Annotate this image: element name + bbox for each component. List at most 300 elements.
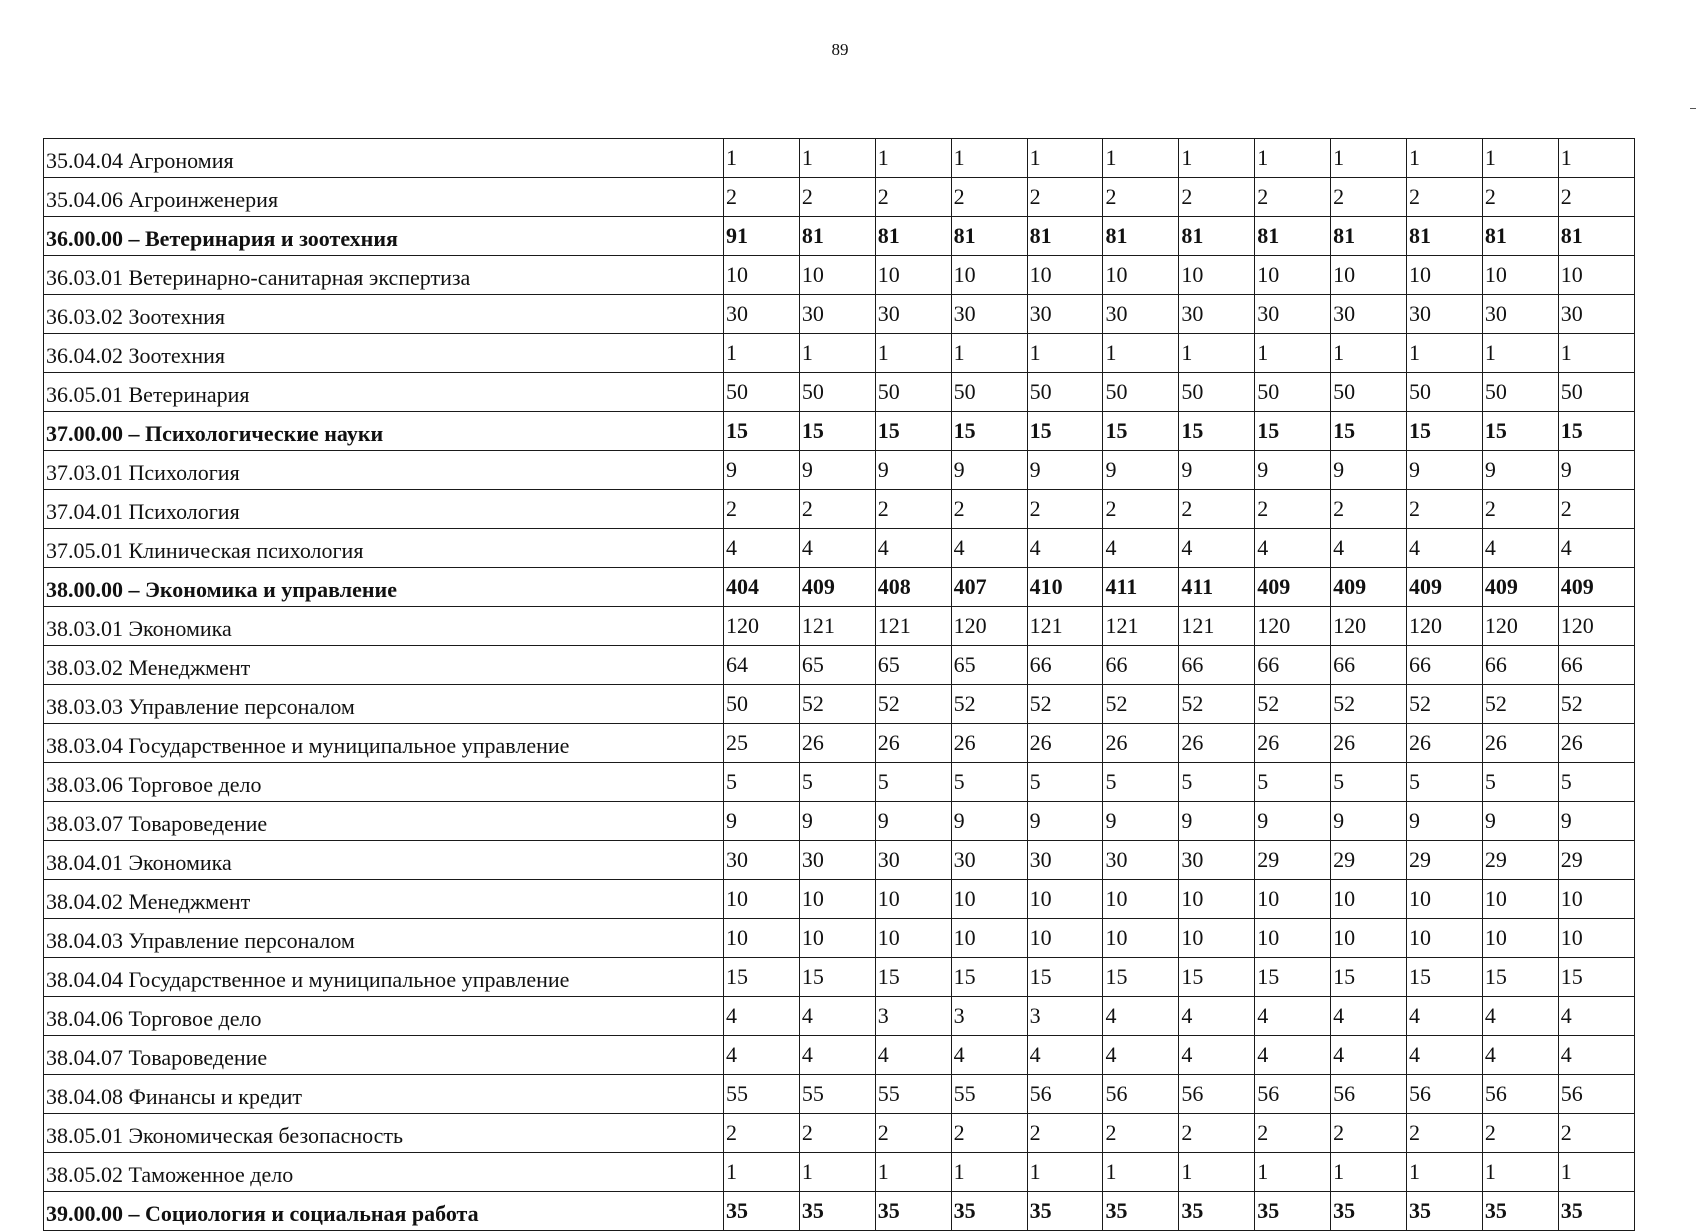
value-cell: 1	[1482, 139, 1558, 178]
table-group-row	[44, 217, 1635, 256]
value-cell: 1	[1255, 139, 1331, 178]
value-cell: 35	[1027, 1192, 1103, 1231]
value-cell: 1	[799, 334, 875, 373]
value-cell: 4	[1179, 997, 1255, 1036]
value-cell: 409	[799, 568, 875, 607]
row-name-cell: 38.03.02 Менеджмент	[44, 646, 724, 685]
value-cell: 26	[1558, 724, 1634, 763]
table-row	[44, 295, 1635, 334]
table-body	[44, 139, 1635, 1231]
value-cell: 5	[1407, 763, 1483, 802]
table-row	[44, 607, 1635, 646]
row-name-cell: 38.05.01 Экономическая безопасность	[44, 1114, 724, 1153]
value-cell: 4	[1179, 529, 1255, 568]
value-cell: 15	[1558, 412, 1634, 451]
value-cell: 1	[1482, 1153, 1558, 1192]
row-name-cell: 38.03.06 Торговое дело	[44, 763, 724, 802]
value-cell: 26	[799, 724, 875, 763]
value-cell: 15	[1407, 412, 1483, 451]
value-cell: 50	[1103, 373, 1179, 412]
value-cell: 15	[1103, 958, 1179, 997]
value-cell: 30	[1179, 295, 1255, 334]
value-cell: 50	[724, 685, 800, 724]
row-name-cell: 38.00.00 – Экономика и управление	[44, 568, 724, 607]
value-cell: 2	[1103, 178, 1179, 217]
value-cell: 1	[724, 334, 800, 373]
value-cell: 35	[1103, 1192, 1179, 1231]
value-cell: 66	[1407, 646, 1483, 685]
table-row	[44, 685, 1635, 724]
row-name-cell: 38.03.03 Управление персоналом	[44, 685, 724, 724]
value-cell: 56	[1331, 1075, 1407, 1114]
value-cell: 35	[875, 1192, 951, 1231]
value-cell: 25	[724, 724, 800, 763]
value-cell: 29	[1331, 841, 1407, 880]
value-cell: 35	[1179, 1192, 1255, 1231]
value-cell: 26	[951, 724, 1027, 763]
value-cell: 30	[1558, 295, 1634, 334]
value-cell: 65	[951, 646, 1027, 685]
value-cell: 10	[951, 880, 1027, 919]
value-cell: 56	[1558, 1075, 1634, 1114]
value-cell: 30	[1407, 295, 1483, 334]
value-cell: 56	[1482, 1075, 1558, 1114]
value-cell: 10	[951, 919, 1027, 958]
value-cell: 26	[1255, 724, 1331, 763]
value-cell: 15	[875, 412, 951, 451]
row-name-cell: 38.04.07 Товароведение	[44, 1036, 724, 1075]
value-cell: 10	[1482, 919, 1558, 958]
value-cell: 9	[1558, 802, 1634, 841]
value-cell: 4	[951, 529, 1027, 568]
value-cell: 2	[1482, 1114, 1558, 1153]
value-cell: 1	[1558, 334, 1634, 373]
value-cell: 410	[1027, 568, 1103, 607]
row-name-cell: 37.04.01 Психология	[44, 490, 724, 529]
value-cell: 5	[951, 763, 1027, 802]
value-cell: 15	[799, 412, 875, 451]
table-row	[44, 841, 1635, 880]
value-cell: 15	[1331, 958, 1407, 997]
value-cell: 409	[1558, 568, 1634, 607]
value-cell: 409	[1331, 568, 1407, 607]
value-cell: 66	[1482, 646, 1558, 685]
value-cell: 407	[951, 568, 1027, 607]
value-cell: 26	[1331, 724, 1407, 763]
value-cell: 2	[1558, 490, 1634, 529]
table-row	[44, 646, 1635, 685]
value-cell: 15	[1179, 412, 1255, 451]
value-cell: 120	[1255, 607, 1331, 646]
row-name-cell: 37.00.00 – Психологические науки	[44, 412, 724, 451]
value-cell: 5	[1482, 763, 1558, 802]
value-cell: 30	[951, 295, 1027, 334]
table-row	[44, 919, 1635, 958]
value-cell: 1	[1407, 334, 1483, 373]
value-cell: 5	[1103, 763, 1179, 802]
value-cell: 30	[1482, 295, 1558, 334]
value-cell: 120	[1407, 607, 1483, 646]
value-cell: 2	[1558, 178, 1634, 217]
value-cell: 5	[1179, 763, 1255, 802]
value-cell: 10	[1331, 880, 1407, 919]
value-cell: 81	[1558, 217, 1634, 256]
value-cell: 9	[1331, 802, 1407, 841]
value-cell: 81	[1331, 217, 1407, 256]
value-cell: 10	[1407, 880, 1483, 919]
value-cell: 50	[1027, 373, 1103, 412]
value-cell: 2	[724, 490, 800, 529]
value-cell: 81	[951, 217, 1027, 256]
value-cell: 10	[875, 919, 951, 958]
value-cell: 52	[1407, 685, 1483, 724]
value-cell: 1	[1482, 334, 1558, 373]
value-cell: 10	[1558, 919, 1634, 958]
value-cell: 50	[875, 373, 951, 412]
value-cell: 30	[799, 841, 875, 880]
value-cell: 1	[1103, 139, 1179, 178]
value-cell: 26	[1179, 724, 1255, 763]
value-cell: 4	[1255, 1036, 1331, 1075]
value-cell: 10	[1255, 880, 1331, 919]
table-row	[44, 997, 1635, 1036]
value-cell: 4	[1407, 1036, 1483, 1075]
value-cell: 2	[1179, 1114, 1255, 1153]
value-cell: 2	[1255, 490, 1331, 529]
value-cell: 1	[1179, 334, 1255, 373]
value-cell: 50	[799, 373, 875, 412]
value-cell: 50	[1255, 373, 1331, 412]
value-cell: 56	[1255, 1075, 1331, 1114]
value-cell: 1	[1331, 1153, 1407, 1192]
value-cell: 10	[1179, 880, 1255, 919]
value-cell: 9	[1255, 802, 1331, 841]
row-name-cell: 37.05.01 Клиническая психология	[44, 529, 724, 568]
value-cell: 30	[875, 841, 951, 880]
value-cell: 4	[1482, 529, 1558, 568]
edge-mark	[1690, 108, 1696, 109]
value-cell: 15	[951, 412, 1027, 451]
value-cell: 1	[1027, 1153, 1103, 1192]
value-cell: 404	[724, 568, 800, 607]
value-cell: 10	[1027, 256, 1103, 295]
value-cell: 81	[875, 217, 951, 256]
table-row	[44, 529, 1635, 568]
value-cell: 65	[875, 646, 951, 685]
value-cell: 1	[1103, 1153, 1179, 1192]
value-cell: 30	[875, 295, 951, 334]
value-cell: 9	[1331, 451, 1407, 490]
value-cell: 10	[1255, 919, 1331, 958]
value-cell: 9	[724, 451, 800, 490]
value-cell: 26	[1027, 724, 1103, 763]
value-cell: 1	[1179, 1153, 1255, 1192]
value-cell: 2	[1482, 490, 1558, 529]
value-cell: 4	[1407, 997, 1483, 1036]
value-cell: 2	[951, 490, 1027, 529]
value-cell: 3	[951, 997, 1027, 1036]
row-name-cell: 38.03.01 Экономика	[44, 607, 724, 646]
value-cell: 52	[1179, 685, 1255, 724]
value-cell: 10	[724, 919, 800, 958]
value-cell: 121	[799, 607, 875, 646]
value-cell: 4	[1482, 1036, 1558, 1075]
value-cell: 81	[1027, 217, 1103, 256]
table-row	[44, 256, 1635, 295]
value-cell: 4	[1179, 1036, 1255, 1075]
value-cell: 409	[1482, 568, 1558, 607]
value-cell: 4	[799, 529, 875, 568]
value-cell: 5	[1255, 763, 1331, 802]
value-cell: 4	[1558, 1036, 1634, 1075]
value-cell: 1	[1255, 1153, 1331, 1192]
value-cell: 15	[1482, 412, 1558, 451]
value-cell: 35	[724, 1192, 800, 1231]
value-cell: 9	[1103, 451, 1179, 490]
value-cell: 4	[724, 1036, 800, 1075]
value-cell: 10	[724, 880, 800, 919]
value-cell: 56	[1103, 1075, 1179, 1114]
value-cell: 2	[951, 1114, 1027, 1153]
value-cell: 9	[875, 802, 951, 841]
value-cell: 4	[799, 997, 875, 1036]
value-cell: 81	[1179, 217, 1255, 256]
value-cell: 1	[724, 139, 800, 178]
value-cell: 4	[724, 997, 800, 1036]
page-number: 89	[831, 40, 849, 59]
value-cell: 35	[1558, 1192, 1634, 1231]
row-name-cell: 36.05.01 Ветеринария	[44, 373, 724, 412]
value-cell: 10	[1179, 256, 1255, 295]
value-cell: 50	[1482, 373, 1558, 412]
table-row	[44, 802, 1635, 841]
value-cell: 30	[1331, 295, 1407, 334]
value-cell: 9	[1407, 802, 1483, 841]
value-cell: 4	[1255, 997, 1331, 1036]
value-cell: 1	[1103, 334, 1179, 373]
row-name-cell: 35.04.04 Агрономия	[44, 139, 724, 178]
value-cell: 15	[1331, 412, 1407, 451]
value-cell: 2	[1255, 1114, 1331, 1153]
table-row	[44, 334, 1635, 373]
value-cell: 9	[1255, 451, 1331, 490]
value-cell: 9	[875, 451, 951, 490]
value-cell: 2	[875, 490, 951, 529]
table-row	[44, 1153, 1635, 1192]
value-cell: 5	[875, 763, 951, 802]
value-cell: 2	[799, 490, 875, 529]
value-cell: 9	[799, 802, 875, 841]
value-cell: 15	[799, 958, 875, 997]
value-cell: 121	[1179, 607, 1255, 646]
value-cell: 15	[724, 958, 800, 997]
value-cell: 15	[951, 958, 1027, 997]
table-row	[44, 763, 1635, 802]
row-name-cell: 38.04.04 Государственное и муниципальное управление	[44, 958, 724, 997]
value-cell: 52	[1331, 685, 1407, 724]
table-row	[44, 451, 1635, 490]
value-cell: 15	[1255, 412, 1331, 451]
value-cell: 56	[1407, 1075, 1483, 1114]
value-cell: 66	[1558, 646, 1634, 685]
value-cell: 1	[1558, 1153, 1634, 1192]
value-cell: 10	[875, 880, 951, 919]
value-cell: 1	[799, 1153, 875, 1192]
value-cell: 10	[1103, 919, 1179, 958]
value-cell: 64	[724, 646, 800, 685]
value-cell: 4	[951, 1036, 1027, 1075]
value-cell: 2	[1027, 1114, 1103, 1153]
value-cell: 121	[1103, 607, 1179, 646]
value-cell: 4	[1103, 529, 1179, 568]
value-cell: 1	[875, 334, 951, 373]
row-name-cell: 38.04.08 Финансы и кредит	[44, 1075, 724, 1114]
value-cell: 52	[1482, 685, 1558, 724]
value-cell: 10	[1407, 919, 1483, 958]
value-cell: 66	[1331, 646, 1407, 685]
value-cell: 66	[1103, 646, 1179, 685]
value-cell: 1	[1255, 334, 1331, 373]
value-cell: 4	[1331, 1036, 1407, 1075]
value-cell: 120	[724, 607, 800, 646]
value-cell: 10	[1482, 256, 1558, 295]
value-cell: 4	[1558, 529, 1634, 568]
value-cell: 29	[1482, 841, 1558, 880]
value-cell: 56	[1027, 1075, 1103, 1114]
value-cell: 2	[1331, 178, 1407, 217]
value-cell: 10	[1407, 256, 1483, 295]
value-cell: 4	[1255, 529, 1331, 568]
value-cell: 5	[799, 763, 875, 802]
value-cell: 30	[724, 841, 800, 880]
value-cell: 50	[1407, 373, 1483, 412]
value-cell: 56	[1179, 1075, 1255, 1114]
table-row	[44, 1036, 1635, 1075]
value-cell: 30	[1179, 841, 1255, 880]
value-cell: 15	[875, 958, 951, 997]
value-cell: 35	[1407, 1192, 1483, 1231]
value-cell: 4	[1558, 997, 1634, 1036]
table-row	[44, 958, 1635, 997]
value-cell: 10	[1482, 880, 1558, 919]
value-cell: 1	[1027, 334, 1103, 373]
value-cell: 408	[875, 568, 951, 607]
value-cell: 2	[1558, 1114, 1634, 1153]
value-cell: 91	[724, 217, 800, 256]
value-cell: 15	[1103, 412, 1179, 451]
value-cell: 2	[1482, 178, 1558, 217]
value-cell: 1	[875, 1153, 951, 1192]
value-cell: 10	[1558, 880, 1634, 919]
table-row	[44, 1075, 1635, 1114]
value-cell: 9	[1482, 802, 1558, 841]
table-row	[44, 490, 1635, 529]
row-name-cell: 36.03.01 Ветеринарно-санитарная экспертиза	[44, 256, 724, 295]
value-cell: 81	[799, 217, 875, 256]
value-cell: 52	[951, 685, 1027, 724]
value-cell: 15	[1558, 958, 1634, 997]
row-name-cell: 35.04.06 Агроинженерия	[44, 178, 724, 217]
value-cell: 1	[951, 334, 1027, 373]
value-cell: 1	[1179, 139, 1255, 178]
value-cell: 30	[724, 295, 800, 334]
value-cell: 3	[875, 997, 951, 1036]
value-cell: 10	[1027, 919, 1103, 958]
value-cell: 2	[1331, 1114, 1407, 1153]
value-cell: 15	[1255, 958, 1331, 997]
value-cell: 2	[875, 1114, 951, 1153]
row-name-cell: 38.03.07 Товароведение	[44, 802, 724, 841]
value-cell: 10	[1103, 880, 1179, 919]
value-cell: 30	[1103, 295, 1179, 334]
value-cell: 9	[1179, 802, 1255, 841]
value-cell: 15	[1407, 958, 1483, 997]
value-cell: 2	[1407, 1114, 1483, 1153]
row-name-cell: 38.04.02 Менеджмент	[44, 880, 724, 919]
value-cell: 3	[1027, 997, 1103, 1036]
value-cell: 4	[799, 1036, 875, 1075]
value-cell: 2	[724, 1114, 800, 1153]
value-cell: 9	[1482, 451, 1558, 490]
value-cell: 10	[1331, 256, 1407, 295]
value-cell: 15	[724, 412, 800, 451]
value-cell: 35	[799, 1192, 875, 1231]
value-cell: 411	[1103, 568, 1179, 607]
value-cell: 5	[724, 763, 800, 802]
value-cell: 2	[1407, 178, 1483, 217]
value-cell: 30	[1027, 841, 1103, 880]
value-cell: 30	[1027, 295, 1103, 334]
value-cell: 2	[951, 178, 1027, 217]
value-cell: 5	[1558, 763, 1634, 802]
value-cell: 26	[1103, 724, 1179, 763]
value-cell: 15	[1027, 412, 1103, 451]
value-cell: 4	[1482, 997, 1558, 1036]
value-cell: 15	[1027, 958, 1103, 997]
value-cell: 1	[724, 1153, 800, 1192]
value-cell: 2	[1255, 178, 1331, 217]
value-cell: 50	[1331, 373, 1407, 412]
value-cell: 52	[1558, 685, 1634, 724]
row-name-cell: 36.04.02 Зоотехния	[44, 334, 724, 373]
value-cell: 2	[799, 1114, 875, 1153]
row-name-cell: 38.05.02 Таможенное дело	[44, 1153, 724, 1192]
value-cell: 35	[1255, 1192, 1331, 1231]
value-cell: 409	[1407, 568, 1483, 607]
table-row	[44, 1114, 1635, 1153]
value-cell: 10	[1103, 256, 1179, 295]
value-cell: 10	[1255, 256, 1331, 295]
table-row	[44, 880, 1635, 919]
value-cell: 10	[799, 256, 875, 295]
value-cell: 26	[1482, 724, 1558, 763]
value-cell: 26	[1407, 724, 1483, 763]
row-name-cell: 38.04.03 Управление персоналом	[44, 919, 724, 958]
value-cell: 30	[1255, 295, 1331, 334]
value-cell: 52	[875, 685, 951, 724]
value-cell: 81	[1255, 217, 1331, 256]
value-cell: 120	[1331, 607, 1407, 646]
value-cell: 50	[1558, 373, 1634, 412]
value-cell: 9	[1027, 451, 1103, 490]
row-name-cell: 39.00.00 – Социология и социальная работа	[44, 1192, 724, 1231]
value-cell: 1	[1407, 1153, 1483, 1192]
table-group-row	[44, 1192, 1635, 1231]
value-cell: 9	[724, 802, 800, 841]
value-cell: 409	[1255, 568, 1331, 607]
value-cell: 5	[1331, 763, 1407, 802]
value-cell: 9	[1027, 802, 1103, 841]
